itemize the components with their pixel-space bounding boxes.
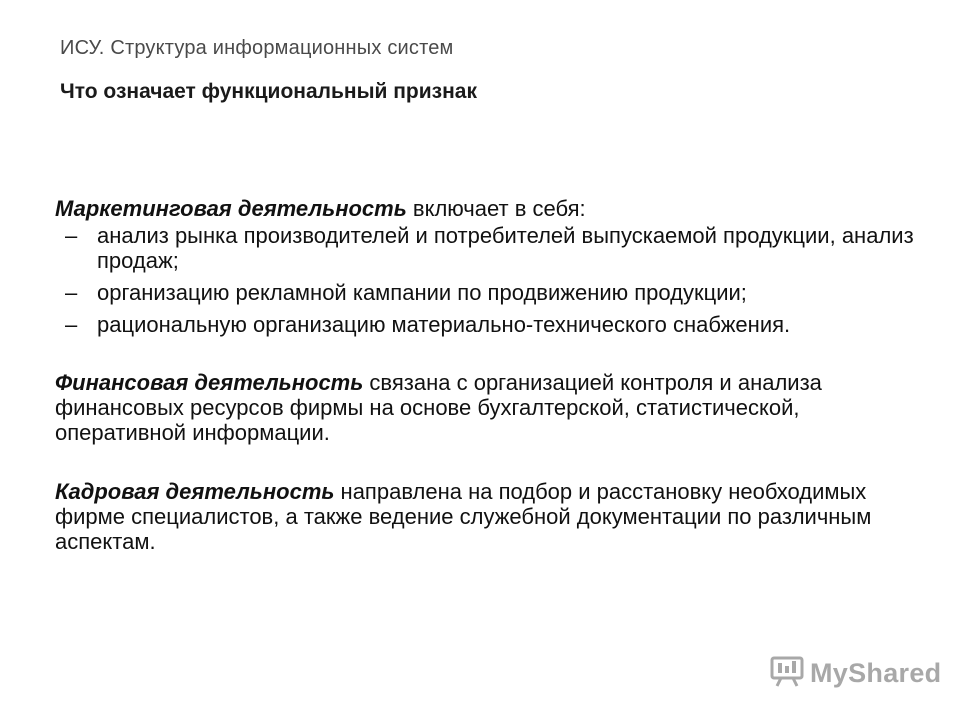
slide-body	[55, 196, 915, 554]
dash-bullet: –	[65, 312, 78, 337]
hr-paragraph	[55, 479, 915, 554]
dash-bullet: –	[65, 223, 78, 248]
hr-term: Кадровая деятельность	[55, 479, 335, 504]
list-item	[55, 280, 915, 305]
list-item-text: анализ рынка производителей и потребителей выпускаемой продукции, анализ продаж;	[97, 223, 914, 273]
list-item-text: рациональную организацию материально-технического снабжения.	[97, 312, 791, 337]
presentation-subtitle: ИСУ. Структура информационных систем	[60, 37, 454, 59]
list-item	[55, 312, 915, 337]
slide-title: Что означает функциональный признак	[60, 80, 477, 103]
list-item	[55, 223, 915, 273]
list-item-text: организацию рекламной кампании по продвижению продукции;	[97, 280, 747, 305]
dash-bullet: –	[65, 280, 78, 305]
finance-term: Финансовая деятельность	[55, 370, 364, 395]
hr-text: направлена на подбор и расстановку необходимых фирме специалистов, а также ведение служебной документации по различным аспектам.	[55, 479, 872, 554]
marketing-paragraph	[55, 196, 915, 221]
watermark-text: MyShared	[810, 658, 942, 688]
marketing-term: Маркетинговая деятельность	[55, 196, 407, 221]
finance-paragraph	[55, 370, 915, 445]
myshared-watermark	[770, 655, 941, 692]
presentation-board-icon	[770, 655, 804, 692]
finance-text: связана с организацией контроля и анализа финансовых ресурсов фирмы на основе бухгалтерской, статистической, оперативной информации.	[55, 370, 822, 445]
marketing-lead-text: включает в себя:	[406, 196, 586, 221]
marketing-list	[55, 223, 915, 337]
